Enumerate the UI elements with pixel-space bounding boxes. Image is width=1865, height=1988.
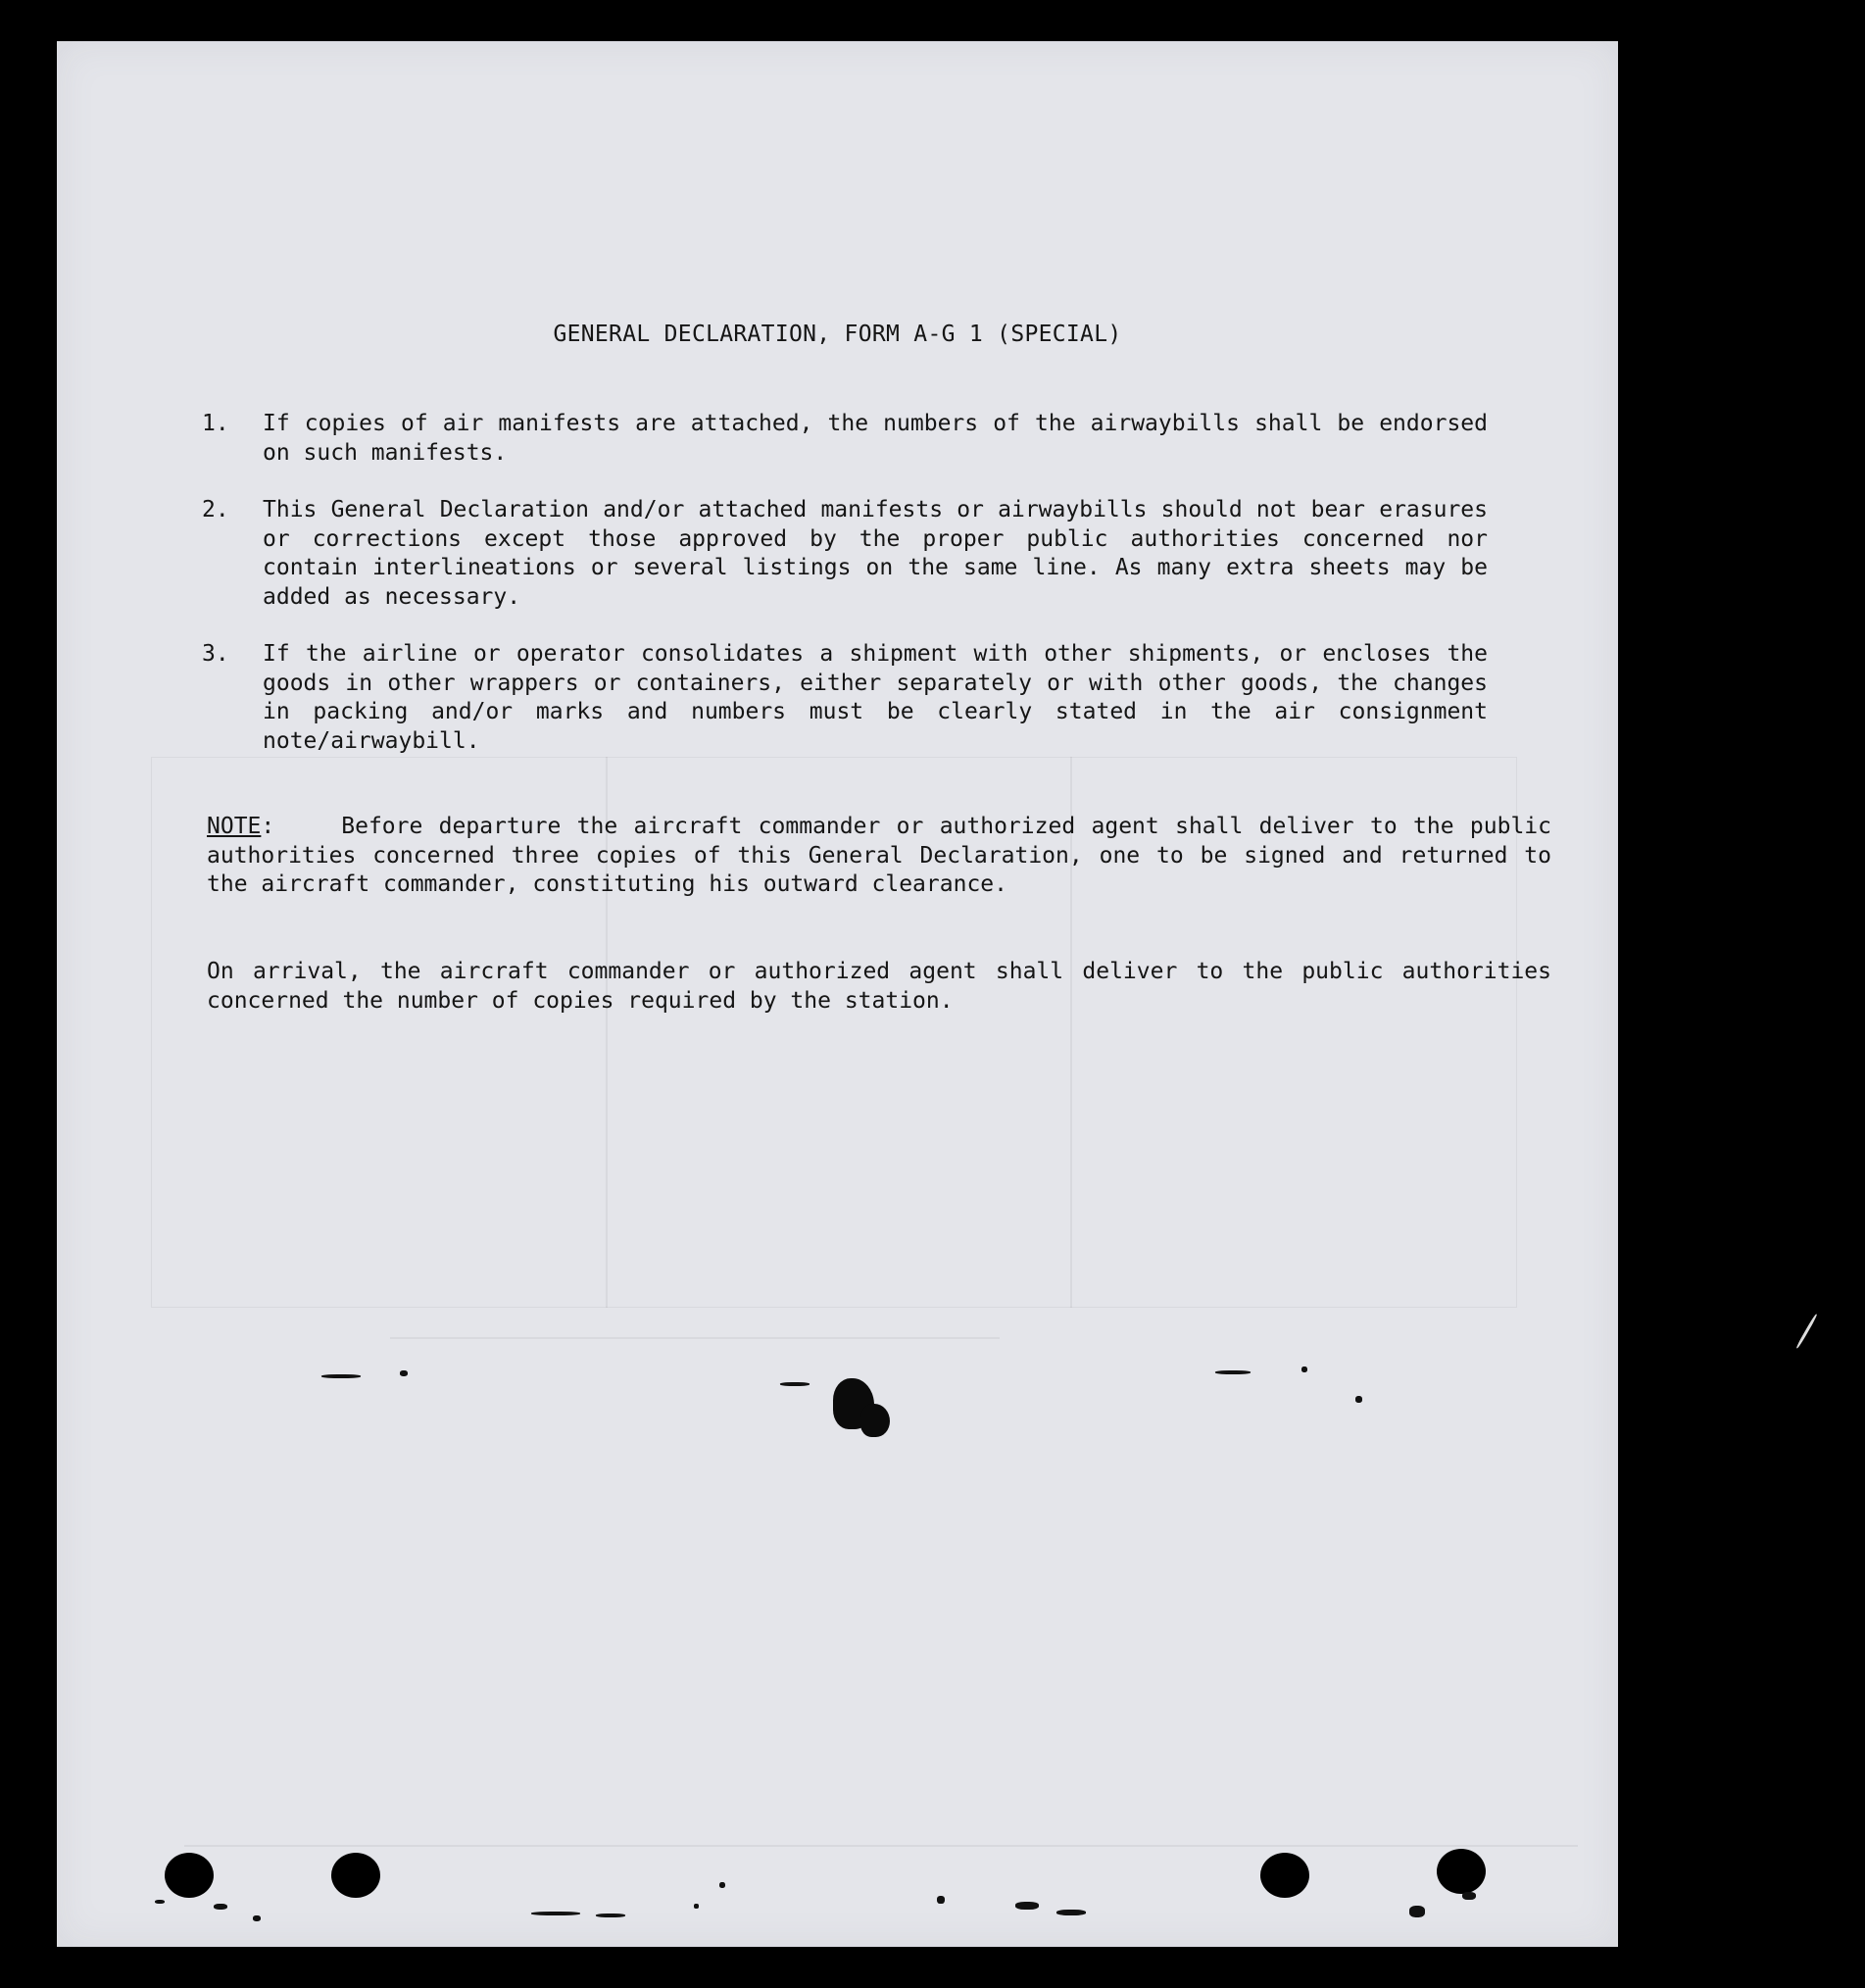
note-label: NOTE [207,814,262,839]
scan-speck [1462,1892,1476,1900]
scan-speck [321,1374,361,1378]
scan-speck [1215,1370,1251,1374]
note-separator: : [261,814,275,839]
scan-speck [719,1882,725,1888]
scan-speck [214,1904,227,1910]
list-item-number: 1. [202,411,229,436]
scan-speck [1056,1910,1086,1915]
scan-speck [596,1913,625,1917]
scan-speck [1355,1396,1362,1403]
list-item-text: This General Declaration and/or attached manifests or airwaybills should not bear erasures or corrections except those approved by the proper public authorities concerned nor contain interlineations or several listings on the same line. As many extra sheets may be added as necessary. [263,497,1488,610]
bleed-through-line [390,1337,1000,1339]
scan-speck [253,1915,261,1921]
punch-hole [1437,1849,1486,1894]
punch-hole [1260,1853,1309,1898]
ink-stain [860,1404,890,1437]
scan-speck [1301,1367,1307,1372]
punch-hole [165,1853,214,1898]
scan-speck [694,1904,699,1909]
note-text: Before departure the aircraft commander or authorized agent shall deliver to the public authorities concerned three copies of this General Declaration, one to be signed and returned to the aircraft commander, constituting his outward clearance. [207,814,1551,897]
bleed-through-line [184,1845,1578,1847]
scan-speck [155,1900,165,1904]
list-item-number: 2. [202,497,229,522]
scan-speck [1409,1906,1425,1917]
note-paragraph [207,813,1551,900]
scan-speck [531,1912,580,1915]
list-item-number: 3. [202,641,229,667]
scan-speck [780,1382,810,1386]
list-item-text: If the airline or operator consolidates a shipment with other shipments, or encloses the goods in other wrappers or containers, either separately or with other goods, the changes in packing and/or marks and numbers must be clearly stated in the air consignment note/airwaybill. [263,641,1488,754]
scan-speck [1015,1902,1039,1910]
punch-hole [331,1853,380,1898]
scan-speck [400,1370,408,1376]
page-title: GENERAL DECLARATION, FORM A-G 1 (SPECIAL) [553,322,1122,347]
list-item-text: If copies of air manifests are attached, the numbers of the airwaybills shall be endorsed on such manifests. [263,411,1488,466]
document-page [57,41,1618,1947]
scan-speck [937,1896,945,1904]
scan-speck [1795,1314,1818,1349]
arrival-paragraph: On arrival, the aircraft commander or authorized agent shall deliver to the public authorities concerned the number of copies required by the station. [207,959,1551,1014]
